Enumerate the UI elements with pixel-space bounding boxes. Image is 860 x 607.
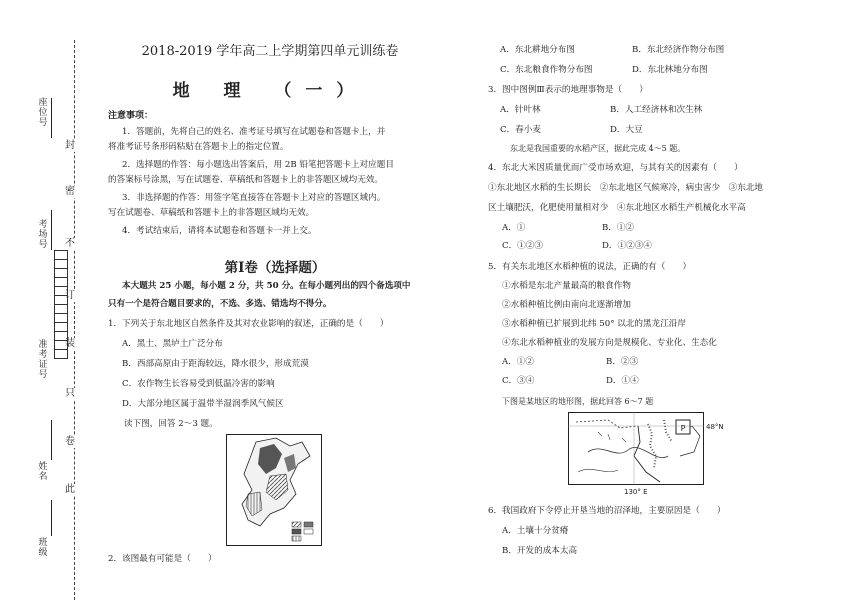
q5-option-a: A．①② bbox=[502, 357, 534, 367]
q4-option-c: C．①②③ bbox=[502, 241, 543, 251]
section-instructions: 本大题共 25 小题，每小题 2 分，共 50 分。在每小题列出的四个备选项中 bbox=[122, 281, 411, 291]
q2-option-d: D．东北林地分布图 bbox=[632, 65, 708, 75]
intro-2-3: 读下图，回答 2～3 题。 bbox=[124, 419, 218, 429]
q5-statement: ③水稻种植已扩展到北纬 50° 以北的黑龙江沿岸 bbox=[502, 319, 686, 329]
q3-option-d: D．大豆 bbox=[610, 125, 643, 135]
class-field[interactable] bbox=[51, 500, 52, 536]
q4-option-a: A．① bbox=[502, 223, 526, 233]
question-5: 5．有关东北地区水稻种植的说法，正确的有（ ） bbox=[488, 262, 692, 272]
intro-4-5: 东北是我国重要的水稻产区，据此完成 4～5 题。 bbox=[510, 144, 686, 153]
notice-line: 2．选择题的作答：每小题选出答案后，用 2B 铅笔把答题卡上对应题目 bbox=[122, 160, 394, 170]
latitude-label: 48°N bbox=[706, 423, 724, 431]
exam-room-field[interactable] bbox=[51, 210, 52, 250]
q3-option-b: B．人工经济林和次生林 bbox=[610, 105, 703, 115]
paper-subtitle: 地 理 （一） bbox=[172, 81, 368, 101]
notice-line: 将准考证号条形码粘贴在答题卡上的指定位置。 bbox=[108, 142, 289, 152]
map-point-label: P bbox=[680, 424, 686, 433]
question-3: 3．图中图例Ⅲ表示的地理事物是（ ） bbox=[488, 85, 648, 95]
q1-option-d: D．大部分地区属于温带半湿润季风气候区 bbox=[122, 399, 284, 409]
seal-char: 装 bbox=[65, 338, 75, 349]
question-1: 1．下列关于东北地区自然条件及其对农业影响的叙述，正确的是（ ） bbox=[108, 319, 389, 329]
q1-option-c: C．农作物生长容易受到低温冷害的影响 bbox=[122, 379, 275, 389]
q5-option-b: B．②③ bbox=[606, 357, 639, 367]
seal-char: 只 bbox=[65, 388, 75, 399]
q6-option-b: B．开发的成本太高 bbox=[502, 546, 578, 556]
q4-statements: ①东北地区水稻的生长期长 ②东北地区气候寒冷，病虫害少 ③东北地 bbox=[488, 183, 764, 193]
notice-line: 1．答题前，先将自己的姓名、准考证号填写在试题卷和答题卡上，并 bbox=[122, 127, 386, 137]
question-2: 2．该图最有可能是（ ） bbox=[108, 554, 217, 564]
notice-line: 写在试题卷、草稿纸和答题卡上的非答题区域均无效。 bbox=[108, 208, 315, 218]
exam-room-label: 考场号 bbox=[38, 220, 48, 250]
notice-heading: 注意事项： bbox=[108, 111, 154, 121]
q5-option-d: D．①④ bbox=[606, 376, 639, 386]
section-title: 第Ⅰ卷（选择题） bbox=[224, 260, 326, 276]
q3-option-c: C．春小麦 bbox=[500, 125, 541, 135]
seat-number-field[interactable] bbox=[51, 98, 52, 138]
name-field[interactable] bbox=[51, 420, 52, 460]
q2-option-a: A．东北耕地分布图 bbox=[500, 45, 575, 55]
q2-option-c: C．东北粮食作物分布图 bbox=[500, 65, 593, 75]
notice-line: 4．考试结束后，请将本试题卷和答题卡一并上交。 bbox=[122, 226, 317, 236]
binding-margin bbox=[0, 0, 86, 607]
class-label: 班级 bbox=[38, 538, 48, 558]
seal-char: 封 bbox=[65, 140, 75, 151]
terrain-map-figure bbox=[568, 412, 728, 496]
q6-option-a: A．土壤十分贫瘠 bbox=[502, 526, 569, 536]
seal-char: 不 bbox=[65, 238, 75, 249]
seal-line bbox=[74, 40, 75, 600]
q5-statement: ②水稻种植比例由南向北逐渐增加 bbox=[502, 300, 631, 310]
q3-option-a: A．针叶林 bbox=[500, 105, 541, 115]
q5-statement: ①水稻是东北产量最高的粮食作物 bbox=[502, 281, 631, 291]
paper-title: 2018-2019 学年高二上学期第四单元训练卷 bbox=[141, 44, 399, 59]
notice-line: 3．非选择题的作答：用签字笔直接答在答题卡上对应的答题区域内。 bbox=[122, 193, 386, 203]
q4-option-d: D．①②③④ bbox=[602, 241, 652, 251]
q1-option-b: B．西部高原由于距海较远，降水很少，形成荒漠 bbox=[122, 359, 309, 369]
q4-statements: 区土壤肥沃，化肥使用量相对少 ④东北地区水稻生产机械化水平高 bbox=[488, 203, 746, 213]
q5-option-c: C．③④ bbox=[502, 376, 535, 386]
seal-char: 密 bbox=[65, 186, 75, 197]
q5-statement: ④东北水稻种植业的发展方向是规模化、专业化、生态化 bbox=[502, 338, 717, 348]
q2-option-b: B．东北经济作物分布图 bbox=[632, 45, 725, 55]
intro-6-7: 下图是某地区的地形图，据此回答 6～7 题 bbox=[502, 397, 654, 406]
name-label: 姓名 bbox=[38, 462, 48, 482]
seal-char: 订 bbox=[65, 290, 75, 301]
notice-line: 的答案标号涂黑，写在试题卷、草稿纸和答题卡上的非答题区域均无效。 bbox=[108, 175, 384, 185]
q4-option-b: B．①② bbox=[602, 223, 635, 233]
q1-option-a: A．黑土、黑垆土广泛分布 bbox=[122, 339, 223, 349]
seal-char: 此 bbox=[65, 484, 75, 495]
seat-number-label: 座位号 bbox=[38, 98, 48, 128]
seal-char: 卷 bbox=[65, 436, 75, 447]
question-6: 6．我国政府下令停止开垦当地的沼泽地，主要原因是（ ） bbox=[488, 506, 726, 516]
question-4: 4．东北大米因质量优而广受市场欢迎，与其有关的因素有（ ） bbox=[488, 163, 743, 173]
ticket-number-boxes[interactable] bbox=[54, 250, 68, 358]
ticket-number-label: 准考证号 bbox=[38, 340, 48, 380]
longitude-label: 130° E bbox=[624, 488, 648, 496]
section-instructions: 只有一个是符合题目要求的，不选、多选、错选均不得分。 bbox=[108, 299, 332, 309]
northeast-map-figure bbox=[226, 434, 322, 546]
